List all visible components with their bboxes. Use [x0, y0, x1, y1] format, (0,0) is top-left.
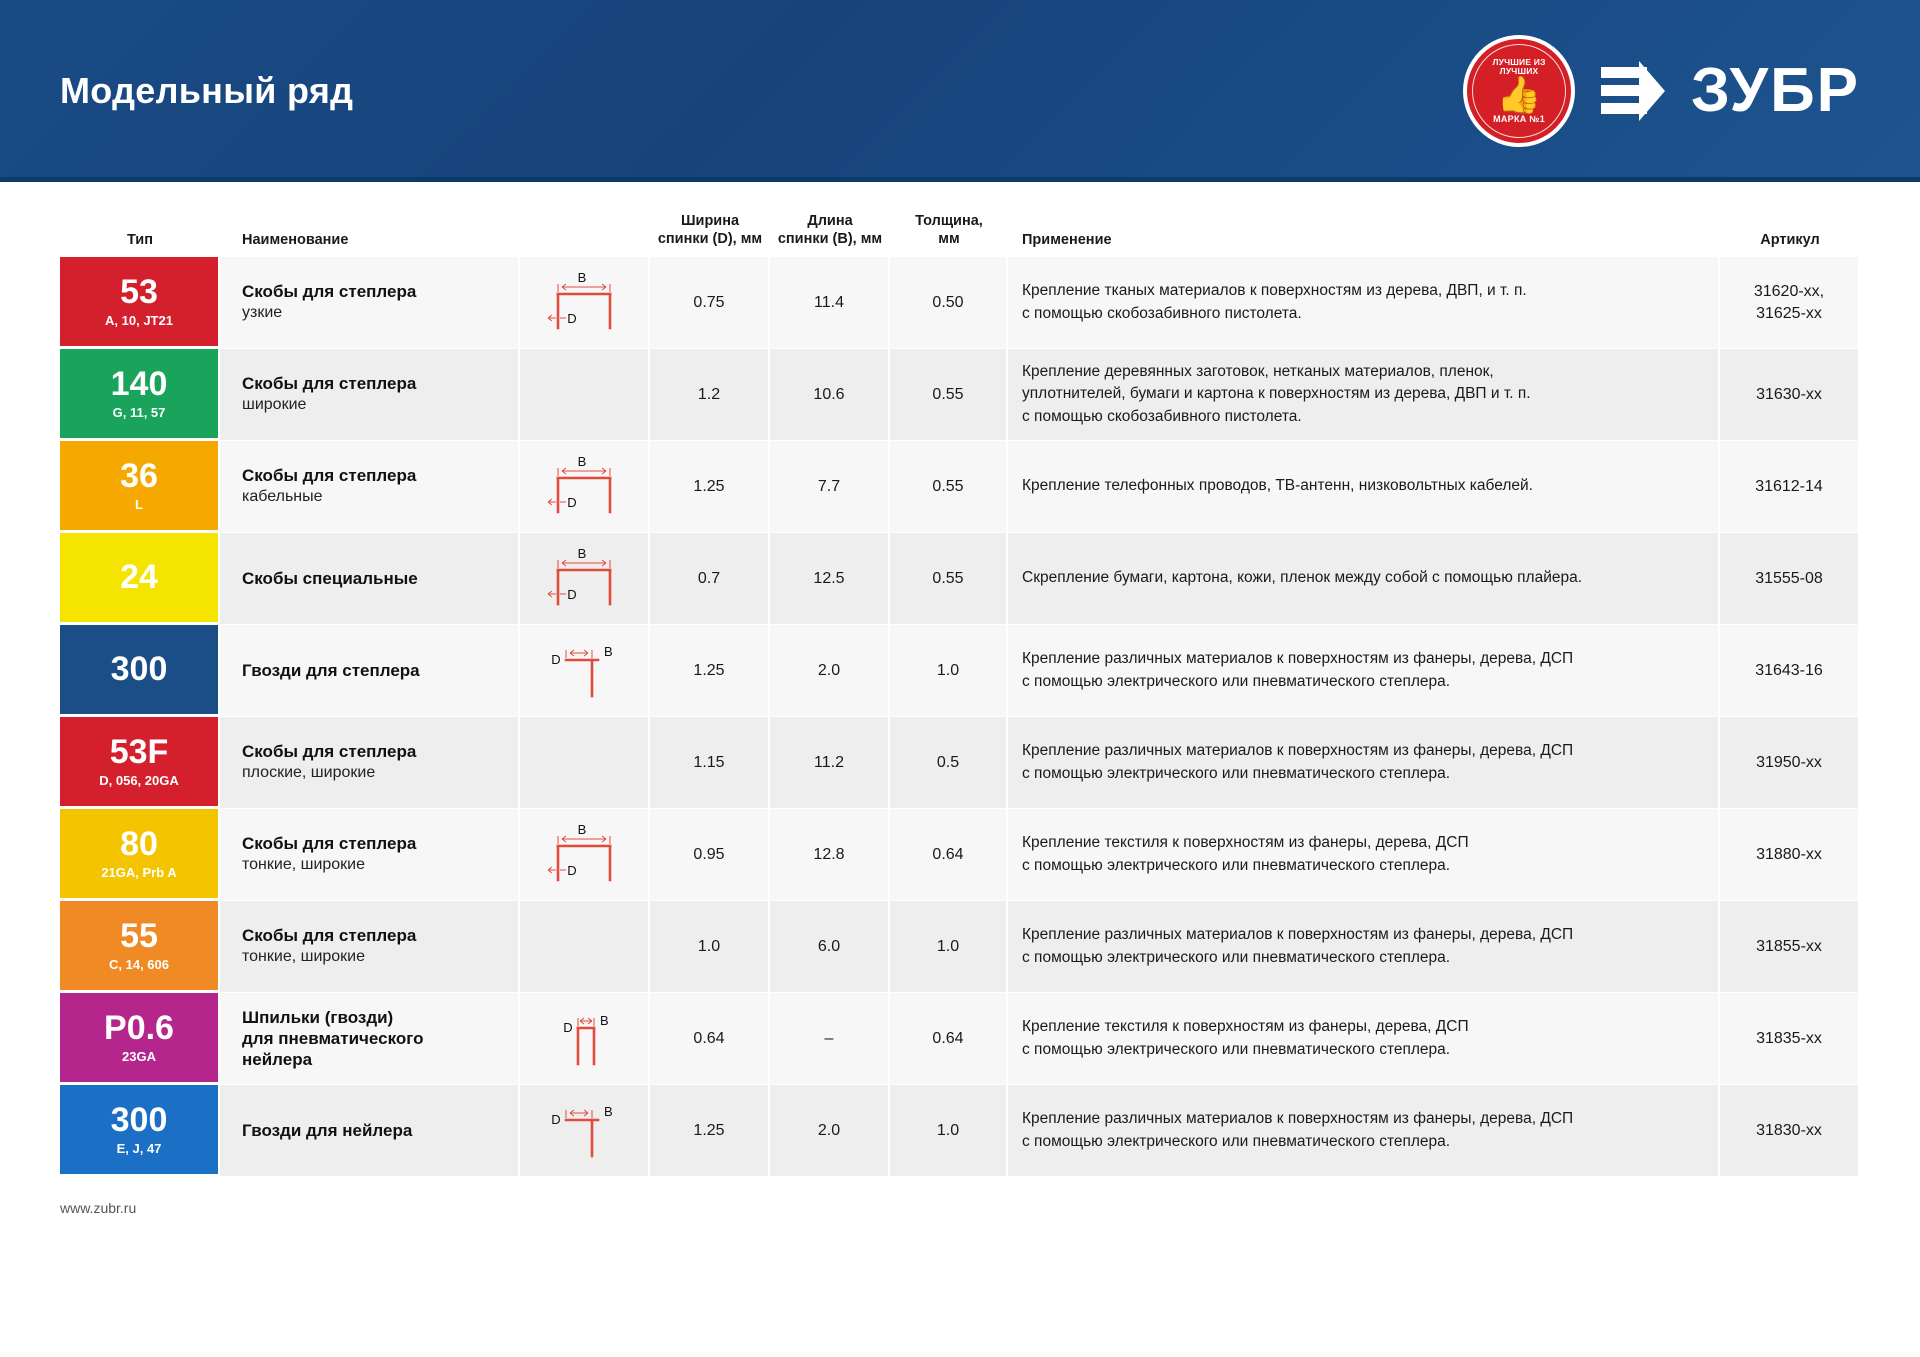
width-value: 0.64 — [650, 993, 770, 1084]
page-header — [0, 0, 1920, 182]
product-name-cell — [220, 717, 520, 808]
table-header-row — [60, 182, 1860, 256]
product-name-cell — [220, 1085, 520, 1176]
product-subtype: тонкие, широкие — [242, 947, 366, 965]
col-header-length — [770, 212, 890, 248]
width-value: 1.25 — [650, 625, 770, 716]
col-header-thickness-line1: Толщина, — [915, 212, 983, 229]
site-url: www.zubr.ru — [60, 1200, 137, 1216]
width-value: 1.0 — [650, 901, 770, 992]
product-subtype: плоские, широкие — [242, 763, 376, 781]
col-header-width-line2: спинки (D), мм — [657, 230, 763, 247]
table-row — [60, 1084, 1860, 1176]
staple-diagram — [520, 257, 650, 348]
width-value: 1.15 — [650, 717, 770, 808]
application-text: Скрепление бумаги, картона, кожи, пленок между собой с помощью плайера. — [1008, 533, 1720, 624]
staple-diagram — [520, 533, 650, 624]
length-value: 2.0 — [770, 1085, 890, 1176]
table-row — [60, 348, 1860, 440]
article-value: 31620-хх, 31625-хх — [1720, 257, 1860, 348]
type-badge — [60, 441, 220, 532]
length-value: 12.8 — [770, 809, 890, 900]
staple-diagram — [520, 809, 650, 900]
product-name: Скобы для степлера — [242, 374, 417, 394]
article-value: 31555-08 — [1720, 533, 1860, 624]
type-alias: C, 14, 606 — [109, 956, 169, 972]
length-value: 11.4 — [770, 257, 890, 348]
staple-diagram — [520, 349, 650, 440]
table-row — [60, 532, 1860, 624]
product-name-cell — [220, 441, 520, 532]
type-alias: G, 11, 57 — [112, 404, 166, 420]
thickness-value: 0.55 — [890, 441, 1008, 532]
article-value: 31950-хх — [1720, 717, 1860, 808]
footer — [0, 1176, 1920, 1216]
svg-text:B: B — [604, 1103, 613, 1119]
zubr-arrow-logo-icon — [1601, 61, 1665, 121]
type-badge — [60, 257, 220, 348]
medal-top-text: ЛУЧШИЕ ИЗ ЛУЧШИХ — [1492, 56, 1546, 77]
col-header-width — [650, 212, 770, 248]
length-value: 6.0 — [770, 901, 890, 992]
best-of-best-medal-icon — [1463, 35, 1575, 147]
brand-block — [1463, 35, 1860, 147]
table-row — [60, 256, 1860, 348]
staple-diagram — [520, 717, 650, 808]
article-value: 31835-хх — [1720, 993, 1860, 1084]
type-number: 55 — [120, 917, 158, 956]
application-text: Крепление телефонных проводов, ТВ-антенн, низковольтных кабелей. — [1008, 441, 1720, 532]
product-name-cell — [220, 993, 520, 1084]
type-alias: 21GA, Prb A — [101, 864, 177, 880]
thumbs-up-icon: 👍 — [1496, 73, 1542, 115]
col-header-length-line2: спинки (B), мм — [777, 230, 883, 247]
type-number: 53 — [120, 273, 158, 312]
length-value: – — [770, 993, 890, 1084]
application-text: Крепление тканых материалов к поверхностям из дерева, ДВП, и т. п. с помощью скобозабивного пистолета. — [1008, 257, 1720, 348]
type-alias: A, 10, JT21 — [105, 312, 173, 328]
product-name: Скобы для степлера — [242, 466, 417, 486]
article-value: 31630-хх — [1720, 349, 1860, 440]
staple-diagram — [520, 993, 650, 1084]
table-row — [60, 624, 1860, 716]
type-number: 80 — [120, 825, 158, 864]
length-value: 12.5 — [770, 533, 890, 624]
model-range-table — [0, 182, 1920, 1176]
product-name-cell — [220, 349, 520, 440]
svg-text:B: B — [604, 643, 613, 659]
product-name: Скобы для степлера — [242, 926, 417, 946]
thickness-value: 1.0 — [890, 901, 1008, 992]
application-text: Крепление различных материалов к поверхностям из фанеры, дерева, ДСП с помощью электрического или пневматического степлера. — [1008, 901, 1720, 992]
svg-text:D: D — [551, 1111, 561, 1127]
brand-name: ЗУБР — [1691, 56, 1860, 125]
col-header-thickness-line2: мм — [938, 230, 960, 247]
table-row — [60, 992, 1860, 1084]
article-value: 31612-14 — [1720, 441, 1860, 532]
length-value: 11.2 — [770, 717, 890, 808]
type-badge — [60, 901, 220, 992]
type-number: P0.6 — [104, 1009, 174, 1048]
width-value: 0.75 — [650, 257, 770, 348]
type-badge — [60, 1085, 220, 1176]
svg-text:D: D — [551, 651, 561, 667]
product-name: Гвозди для степлера — [242, 660, 420, 680]
table-row — [60, 440, 1860, 532]
type-badge — [60, 993, 220, 1084]
type-badge — [60, 809, 220, 900]
type-number: 300 — [110, 1101, 168, 1140]
application-text: Крепление текстиля к поверхностям из фанеры, дерева, ДСП с помощью электрического или пневматического степлера. — [1008, 809, 1720, 900]
type-badge — [60, 717, 220, 808]
product-name: Скобы специальные — [242, 568, 418, 588]
staple-diagram — [520, 625, 650, 716]
type-badge — [60, 533, 220, 624]
product-name: Скобы для степлера — [242, 282, 417, 302]
col-header-type: Тип — [127, 232, 153, 248]
svg-text:B: B — [600, 1012, 609, 1028]
type-badge — [60, 349, 220, 440]
svg-text:B: B — [577, 823, 587, 837]
svg-text:D: D — [567, 310, 577, 326]
type-badge — [60, 625, 220, 716]
product-name: Гвозди для нейлера — [242, 1120, 413, 1140]
product-subtype: узкие — [242, 303, 283, 321]
thickness-value: 0.5 — [890, 717, 1008, 808]
product-name-cell — [220, 257, 520, 348]
product-name-cell — [220, 625, 520, 716]
article-value: 31880-хх — [1720, 809, 1860, 900]
svg-text:B: B — [577, 455, 587, 469]
medal-bottom-text: МАРКА №1 — [1493, 113, 1545, 124]
product-name-cell — [220, 809, 520, 900]
table-body — [60, 256, 1860, 1176]
length-value: 7.7 — [770, 441, 890, 532]
article-value: 31643-16 — [1720, 625, 1860, 716]
product-name-cell — [220, 901, 520, 992]
application-text: Крепление различных материалов к поверхностям из фанеры, дерева, ДСП с помощью электрического или пневматического степлера. — [1008, 625, 1720, 716]
type-alias: E, J, 47 — [116, 1140, 162, 1156]
col-header-name: Наименование — [242, 232, 349, 248]
table-row — [60, 900, 1860, 992]
col-header-article: Артикул — [1760, 232, 1820, 248]
thickness-value: 0.55 — [890, 533, 1008, 624]
thickness-value: 0.64 — [890, 993, 1008, 1084]
thickness-value: 0.50 — [890, 257, 1008, 348]
col-header-length-line1: Длина — [807, 212, 853, 229]
width-value: 1.2 — [650, 349, 770, 440]
page-title: Модельный ряд — [60, 70, 354, 111]
staple-diagram — [520, 901, 650, 992]
product-subtype: кабельные — [242, 487, 323, 505]
type-number: 24 — [120, 557, 158, 596]
width-value: 1.25 — [650, 1085, 770, 1176]
table-row — [60, 716, 1860, 808]
product-name: Скобы для степлера — [242, 742, 417, 762]
svg-text:D: D — [567, 586, 577, 602]
width-value: 0.95 — [650, 809, 770, 900]
thickness-value: 1.0 — [890, 625, 1008, 716]
application-text: Крепление различных материалов к поверхностям из фанеры, дерева, ДСП с помощью электрического или пневматического степлера. — [1008, 1085, 1720, 1176]
width-value: 0.7 — [650, 533, 770, 624]
type-alias: D, 056, 20GA — [99, 772, 179, 788]
type-number: 140 — [110, 365, 168, 404]
length-value: 10.6 — [770, 349, 890, 440]
product-subtype: тонкие, широкие — [242, 855, 366, 873]
staple-diagram — [520, 441, 650, 532]
staple-diagram — [520, 1085, 650, 1176]
table-row — [60, 808, 1860, 900]
thickness-value: 0.64 — [890, 809, 1008, 900]
col-header-thickness — [890, 212, 1008, 248]
type-number: 36 — [120, 457, 158, 496]
length-value: 2.0 — [770, 625, 890, 716]
thickness-value: 0.55 — [890, 349, 1008, 440]
application-text: Крепление различных материалов к поверхностям из фанеры, дерева, ДСП с помощью электрического или пневматического степлера. — [1008, 717, 1720, 808]
type-alias: 23GA — [122, 1048, 156, 1064]
application-text: Крепление деревянных заготовок, нетканых материалов, пленок, уплотнителей, бумаги и картона к поверхностям из дерева, ДВП и т. п. с помощью скобозабивного пистолета. — [1008, 349, 1720, 440]
thickness-value: 1.0 — [890, 1085, 1008, 1176]
col-header-application: Применение — [1022, 232, 1112, 248]
application-text: Крепление текстиля к поверхностям из фанеры, дерева, ДСП с помощью электрического или пневматического степлера. — [1008, 993, 1720, 1084]
product-subtype: широкие — [242, 395, 307, 413]
col-header-width-line1: Ширина — [680, 212, 740, 229]
article-value: 31830-хх — [1720, 1085, 1860, 1176]
svg-text:D: D — [567, 494, 577, 510]
product-name: Шпильки (гвозди) для пневматического нейлера — [242, 1007, 424, 1070]
svg-text:B: B — [577, 271, 587, 285]
svg-text:B: B — [577, 547, 587, 561]
article-value: 31855-хх — [1720, 901, 1860, 992]
width-value: 1.25 — [650, 441, 770, 532]
svg-text:D: D — [567, 862, 577, 878]
product-name-cell — [220, 533, 520, 624]
type-number: 53F — [109, 733, 169, 772]
type-alias: L — [135, 496, 143, 512]
product-name: Скобы для степлера — [242, 834, 417, 854]
svg-text:D: D — [563, 1019, 573, 1035]
type-number: 300 — [110, 649, 168, 688]
